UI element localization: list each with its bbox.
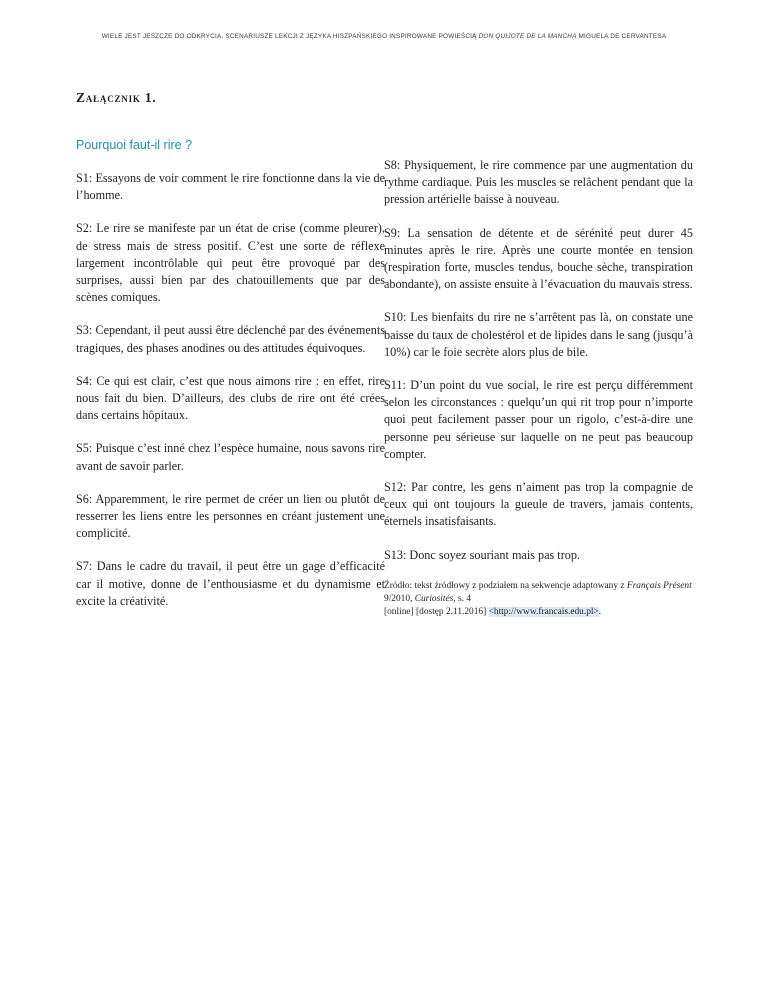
source-note (384, 580, 693, 619)
sequence-s2: S2: Le rire se manifeste par un état de crise (comme pleurer), de stress mais de stress positif. C’est une sorte de réflexe largement incontrôlable qui peut être provoqué par des surprises, aussi bien par des chatouillements que par des scènes comiques. (76, 221, 385, 305)
right-column (384, 157, 693, 635)
sequence-s12: S12: Par contre, les gens n’aiment pas trop la compagnie de ceux qui ont toujours la gueule de travers, jamais contents, éternels insatisfaisants. (384, 480, 693, 529)
source-section: Curiosités (414, 593, 454, 604)
sequence-s11: S11: D’un point du vue social, le rire est perçu différemment selon les circonstances : quelqu’un qui rit trop pour n’importe quoi peut facilement passer pour un rigolo, c’est-à-dire une personne peu sérieuse sur laquelle on ne peut pas beaucoup compter. (384, 378, 693, 461)
sequence-s4: S4: Ce qui est clair, c’est que nous aimons rire : en effet, rire nous fait du bien. D’ailleurs, des clubs de rire ont été crées dans certains hôpitaux. (76, 373, 385, 423)
sequence-s5: S5: Puisque c’est inné chez l’espèce humaine, nous savons rire avant de savoir parler. (76, 441, 385, 473)
source-end: . (598, 606, 602, 617)
source-journal: Français Présent (626, 580, 692, 591)
sequence-s7: S7: Dans le cadre du travail, il peut être un gage d’efficacité car il motive, donne de l’enthousiasme et du dynamisme et excite la créativité. (76, 559, 385, 608)
section-heading: Pourquoi faut-il rire ? (76, 138, 193, 152)
running-header (0, 33, 768, 40)
running-header-book-title: DON QUIJOTE DE LA MANCHA (478, 33, 577, 40)
sequence-s10: S10: Les bienfaits du rire ne s’arrêtent pas là, on constate une baisse du taux de cholestérol et de lipides dans le sang (jusqu’à 10%) car le foie secrète alors plus de bile. (384, 310, 693, 359)
source-page: , s. 4 (453, 593, 472, 604)
annex-title: Załącznik 1. (76, 90, 157, 105)
running-header-text: WIELE JEST JESZCZE DO ODKRYCIA. SCENARIUSZE LEKCJI Z JĘZYKA HISZPAŃSKIEGO INSPIROWANE POWIEŚCIĄ (101, 33, 479, 40)
source-issue: 9/2010, (384, 593, 415, 604)
source-online: [online] [dostęp 2.11.2016] (384, 606, 489, 617)
sequence-s1: S1: Essayons de voir comment le rire fonctionne dans la vie de l’homme. (76, 171, 385, 203)
running-header-author: MIGUELA DE CERVANTESA (576, 33, 667, 40)
sequence-s13: S13: Donc soyez souriant mais pas trop. (384, 547, 580, 562)
left-column (76, 170, 385, 626)
source-prefix: Źródło: tekst źródłowy z podziałem na sekwencje adaptowany z (384, 580, 627, 591)
source-link[interactable]: <http://www.francais.edu.pl> (488, 606, 599, 617)
sequence-s3: S3: Cependant, il peut aussi être déclenché par des événements tragiques, des phases anodines ou des attitudes équivoques. (76, 323, 385, 355)
sequence-s8: S8: Physiquement, le rire commence par une augmentation du rythme cardiaque. Puis les muscles se relâchent pendant que la pression artérielle baisse à nouveau. (384, 158, 693, 207)
sequence-s9: S9: La sensation de détente et de sérénité peut durer 45 minutes après le rire. Après une courte montée en tension (respiration forte, muscles tendus, bouche sèche, transpiration abondante), on assiste ensuite à l’évacuation du mauvais stress. (384, 225, 693, 292)
sequence-s6: S6: Apparemment, le rire permet de créer un lien ou plutôt de resserrer les liens entre les personnes en créant justement une complicité. (76, 491, 385, 541)
